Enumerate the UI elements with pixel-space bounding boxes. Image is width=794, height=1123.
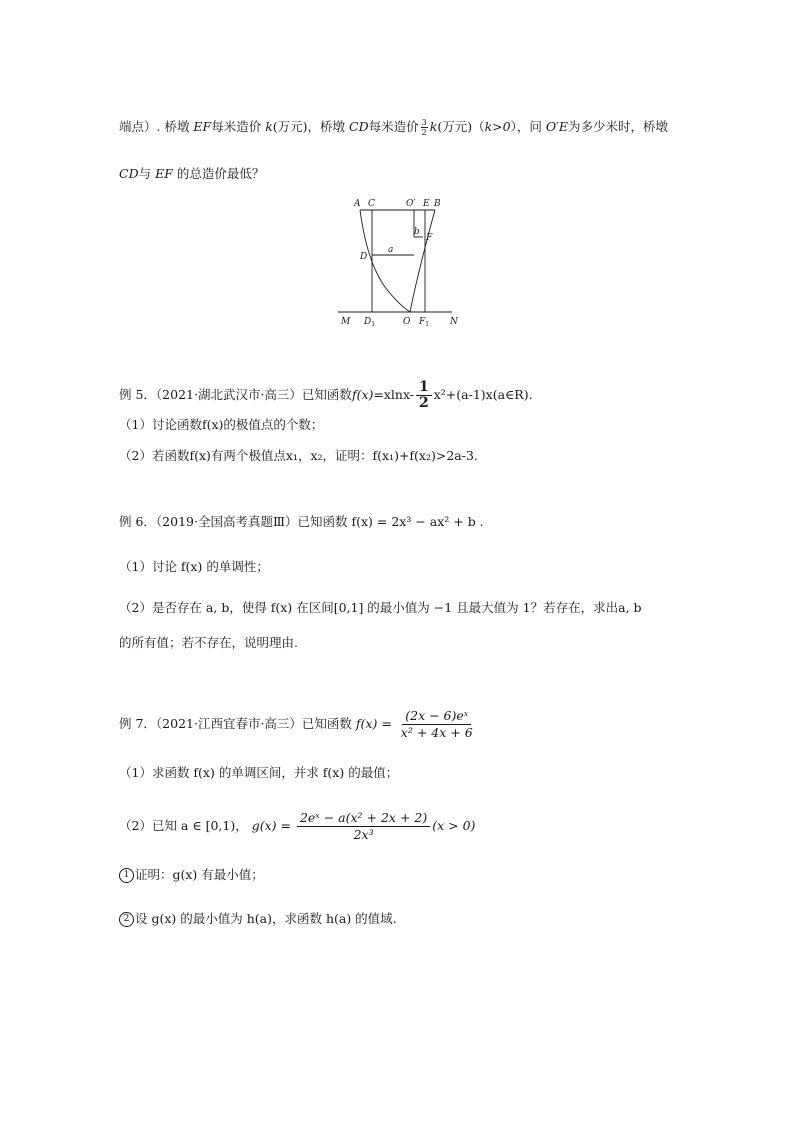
parabola-left [360, 210, 410, 312]
intro-text: (万元)（ [437, 119, 485, 134]
circled-number: 2 [119, 912, 134, 927]
ex5-q2: （2）若函数f(x)有两个极值点x₁，x₂，证明：f(x₁)+f(x₂)>2a-3. [119, 448, 478, 463]
frac-num: 3 [421, 118, 427, 127]
g-condition: (x > 0) [432, 818, 476, 833]
ex5-q1: （1）讨论函数f(x)的极值点的个数； [119, 417, 324, 432]
frac-den: 2 [421, 128, 427, 137]
ex7-title [119, 708, 478, 741]
label-a: a [388, 245, 394, 255]
ex7-p1 [119, 866, 264, 884]
label-D1: $D_1$ [364, 317, 376, 328]
ex7-p1-text: 证明：g(x) 有最小值； [135, 867, 264, 882]
ex7-title-text: 例 7．（2021·江西宜春市·高三）已知函数 [119, 716, 352, 731]
frac-den: 2x³ [353, 827, 374, 842]
fx-symbol: f(x) [351, 387, 374, 402]
fraction-three-halves [421, 118, 428, 137]
ex7-q2-text: （2）已知 a ∈ [0,1)， [119, 818, 248, 833]
ex5-title-text: 例 5．（2021·湖北武汉市·高三）已知函数 [119, 387, 352, 402]
var-CD: CD [119, 166, 139, 181]
fraction-g [297, 810, 430, 843]
label-O-prime: O′ [406, 199, 416, 209]
fx-symbol: f(x) = [355, 716, 392, 731]
var-EF: EF [155, 166, 173, 181]
intro-text: 为多少米时，桥墩 [568, 119, 669, 134]
ex7-p2 [119, 910, 397, 928]
label-F1: $F_1$ [419, 317, 430, 328]
ex7-p2-text: 设 g(x) 的最小值为 h(a)，求函数 h(a) 的值域. [135, 911, 397, 926]
condition: k>0 [484, 119, 511, 134]
frac-den: 2 [419, 395, 429, 411]
fraction-f [398, 708, 476, 741]
intro-text: 端点）. 桥墩 [119, 119, 194, 134]
intro-text: (万元)，桥墩 [272, 119, 350, 134]
label-A: A [354, 199, 361, 209]
fraction-one-half [416, 380, 432, 411]
label-M: M [341, 317, 351, 327]
ex6-title: 例 6．（2019·全国高考真题Ⅲ）已知函数 f(x) = 2x³ − ax² + b . [119, 514, 484, 529]
label-D: D [360, 252, 368, 262]
label-b: b [414, 227, 420, 237]
frac-num: (2x − 6)eˣ [402, 708, 471, 725]
var-k: k [265, 119, 273, 134]
intro-text: 每米造价 [368, 119, 419, 134]
frac-num: 1 [416, 380, 432, 396]
label-C: C [368, 199, 375, 209]
label-F: F [426, 233, 433, 243]
gx-symbol: g(x) = [251, 818, 291, 833]
label-E: E [423, 199, 430, 209]
var-CD: CD [349, 119, 369, 134]
ex5-title-text: =xlnx- [373, 387, 414, 402]
bridge-figure [330, 192, 470, 332]
ex6-q2a: （2）是否存在 a, b，使得 f(x) 在区间[0,1] 的最小值为 −1 且最大值为 1？若存在，求出a, b [119, 600, 642, 615]
intro-text: ），问 [510, 119, 546, 134]
ex6-q1: （1）讨论 f(x) 的单调性； [119, 559, 269, 574]
intro-text: 每米造价 [211, 119, 266, 134]
ex5-title-text: x²+(a-1)x(a∈R). [433, 387, 533, 402]
var-k: k [429, 119, 438, 134]
frac-num: 2eˣ − a(x² + 2x + 2) [297, 810, 430, 827]
ex5-title [119, 380, 533, 411]
var-EF: EF [193, 119, 212, 134]
var-OE: O′E [545, 119, 569, 134]
intro-line-2 [119, 165, 264, 183]
ex7-q2 [119, 810, 475, 843]
circled-number: 1 [119, 868, 134, 883]
ex7-q1: （1）求函数 f(x) 的单调区间，并求 f(x) 的最值； [119, 765, 399, 780]
intro-text: 的总造价最低？ [172, 166, 265, 181]
intro-text: 与 [138, 166, 156, 181]
ex6-q2b: 的所有值；若不存在，说明理由. [119, 635, 298, 650]
label-B: B [434, 199, 441, 209]
frac-den: x² + 4x + 6 [400, 725, 473, 740]
label-N: N [450, 317, 458, 327]
intro-line-1 [119, 118, 668, 137]
label-O: O [403, 317, 411, 327]
